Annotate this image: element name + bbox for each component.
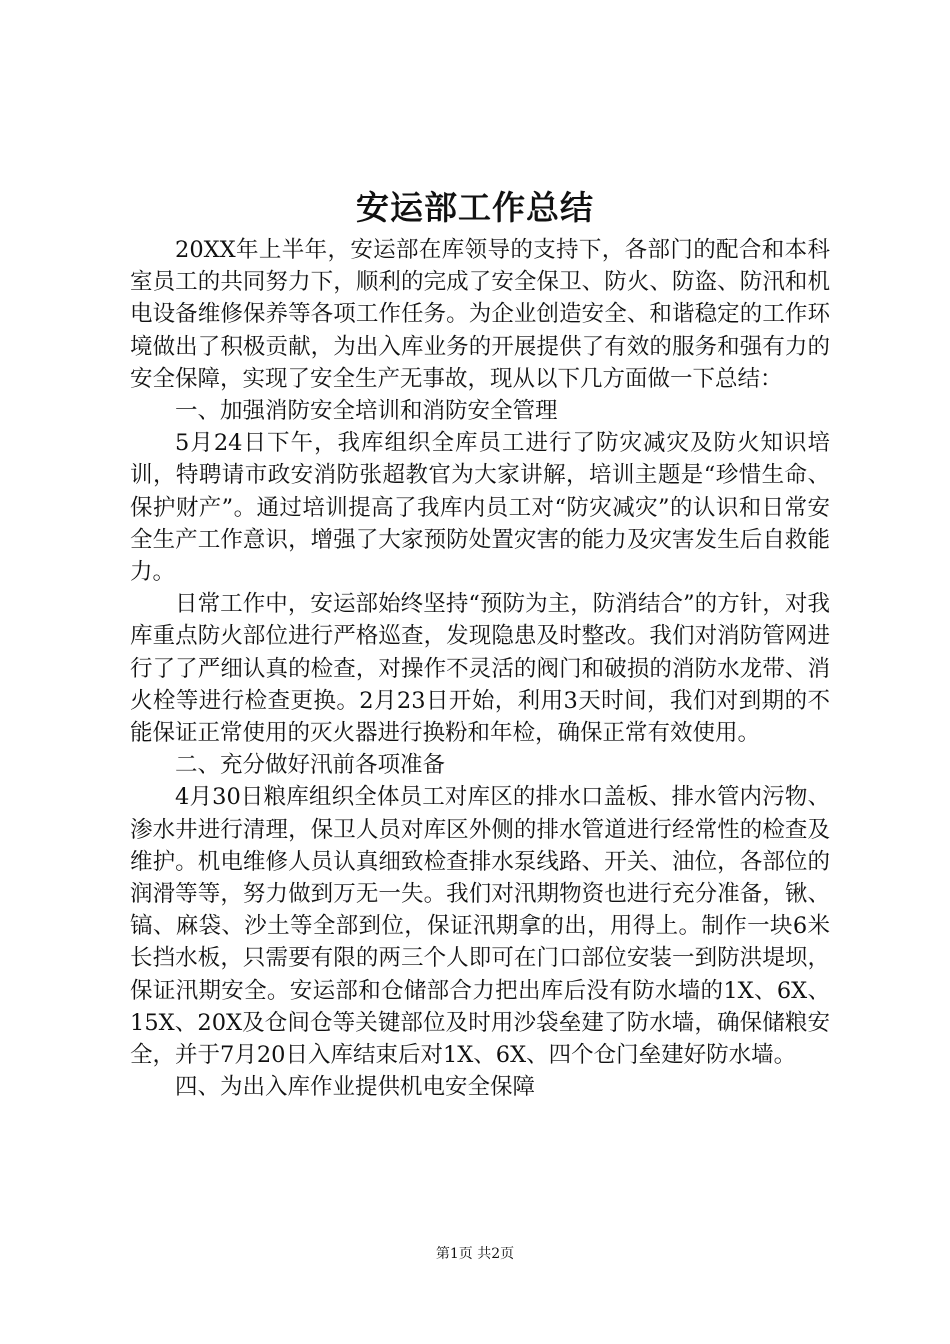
paragraph-daily-work: 日常工作中，安运部始终坚持“预防为主，防消结合”的方针，对我库重点防火部位进行严格巡查，发现隐患及时整改。我们对消防管网进行了了严细认真的检查，对操作不灵活的阀门和破损的消防水龙带、消火栓等进行检查更换。2月23日开始，利用3天时间，我们对到期的不能保证正常使用的灭火器进行换粉和年检，确保正常有效使用。 <box>130 591 830 747</box>
section-heading-fire-safety: 一、加强消防安全培训和消防安全管理 <box>175 398 558 425</box>
paragraph-flood-prep: 4月30日粮库组织全体员工对库区的排水口盖板、排水管内污物、渗水井进行清理，保卫人员对库区外侧的排水管道进行经常性的检查及维护。机电维修人员认真细致检查排水泵线路、开关、油位，各部位的润滑等等，努力做到万无一失。我们对汛期物资也进行充分准备，锹、镐、麻袋、沙土等全部到位，保证汛期拿的出，用得上。制作一块6米长挡水板，只需要有限的两三个人即可在门口部位安装一到防洪堤坝，保证汛期安全。安运部和仓储部合力把出库后没有防水墙的1X、6X、15X、20X及仓间仓等关键部位及时用沙袋垒建了防水墙，确保储粮安全，并于7月20日入库结束后对1X、6X、四个仓门垒建好防水墙。 <box>130 784 830 1069</box>
document-body <box>130 234 830 1103</box>
paragraph-training: 5月24日下午，我库组织全库员工进行了防灾减灾及防火知识培训，特聘请市政安消防张超教官为大家讲解，培训主题是“珍惜生命、保护财产”。通过培训提高了我库内员工对“防灾减灾”的认识和日常安全生产工作意识，增强了大家预防处置灾害的能力及灾害发生后自救能力。 <box>130 430 830 586</box>
section-heading-flood-prep: 二、充分做好汛前各项准备 <box>175 752 446 779</box>
document-title: 安运部工作总结 <box>356 188 594 227</box>
section-heading-electromechanical: 四、为出入库作业提供机电安全保障 <box>175 1074 536 1101</box>
page-number-footer: 第1页 共2页 <box>435 1246 515 1262</box>
paragraph-intro: 20XX年上半年，安运部在库领导的支持下，各部门的配合和本科室员工的共同努力下，顺利的完成了安全保卫、防火、防盗、防汛和机电设备维修保养等各项工作任务。为企业创造安全、和谐稳定的工作环境做出了积极贡献，为出入库业务的开展提供了有效的服务和强有力的安全保障，实现了安全生产无事故，现从以下几方面做一下总结： <box>130 237 830 392</box>
